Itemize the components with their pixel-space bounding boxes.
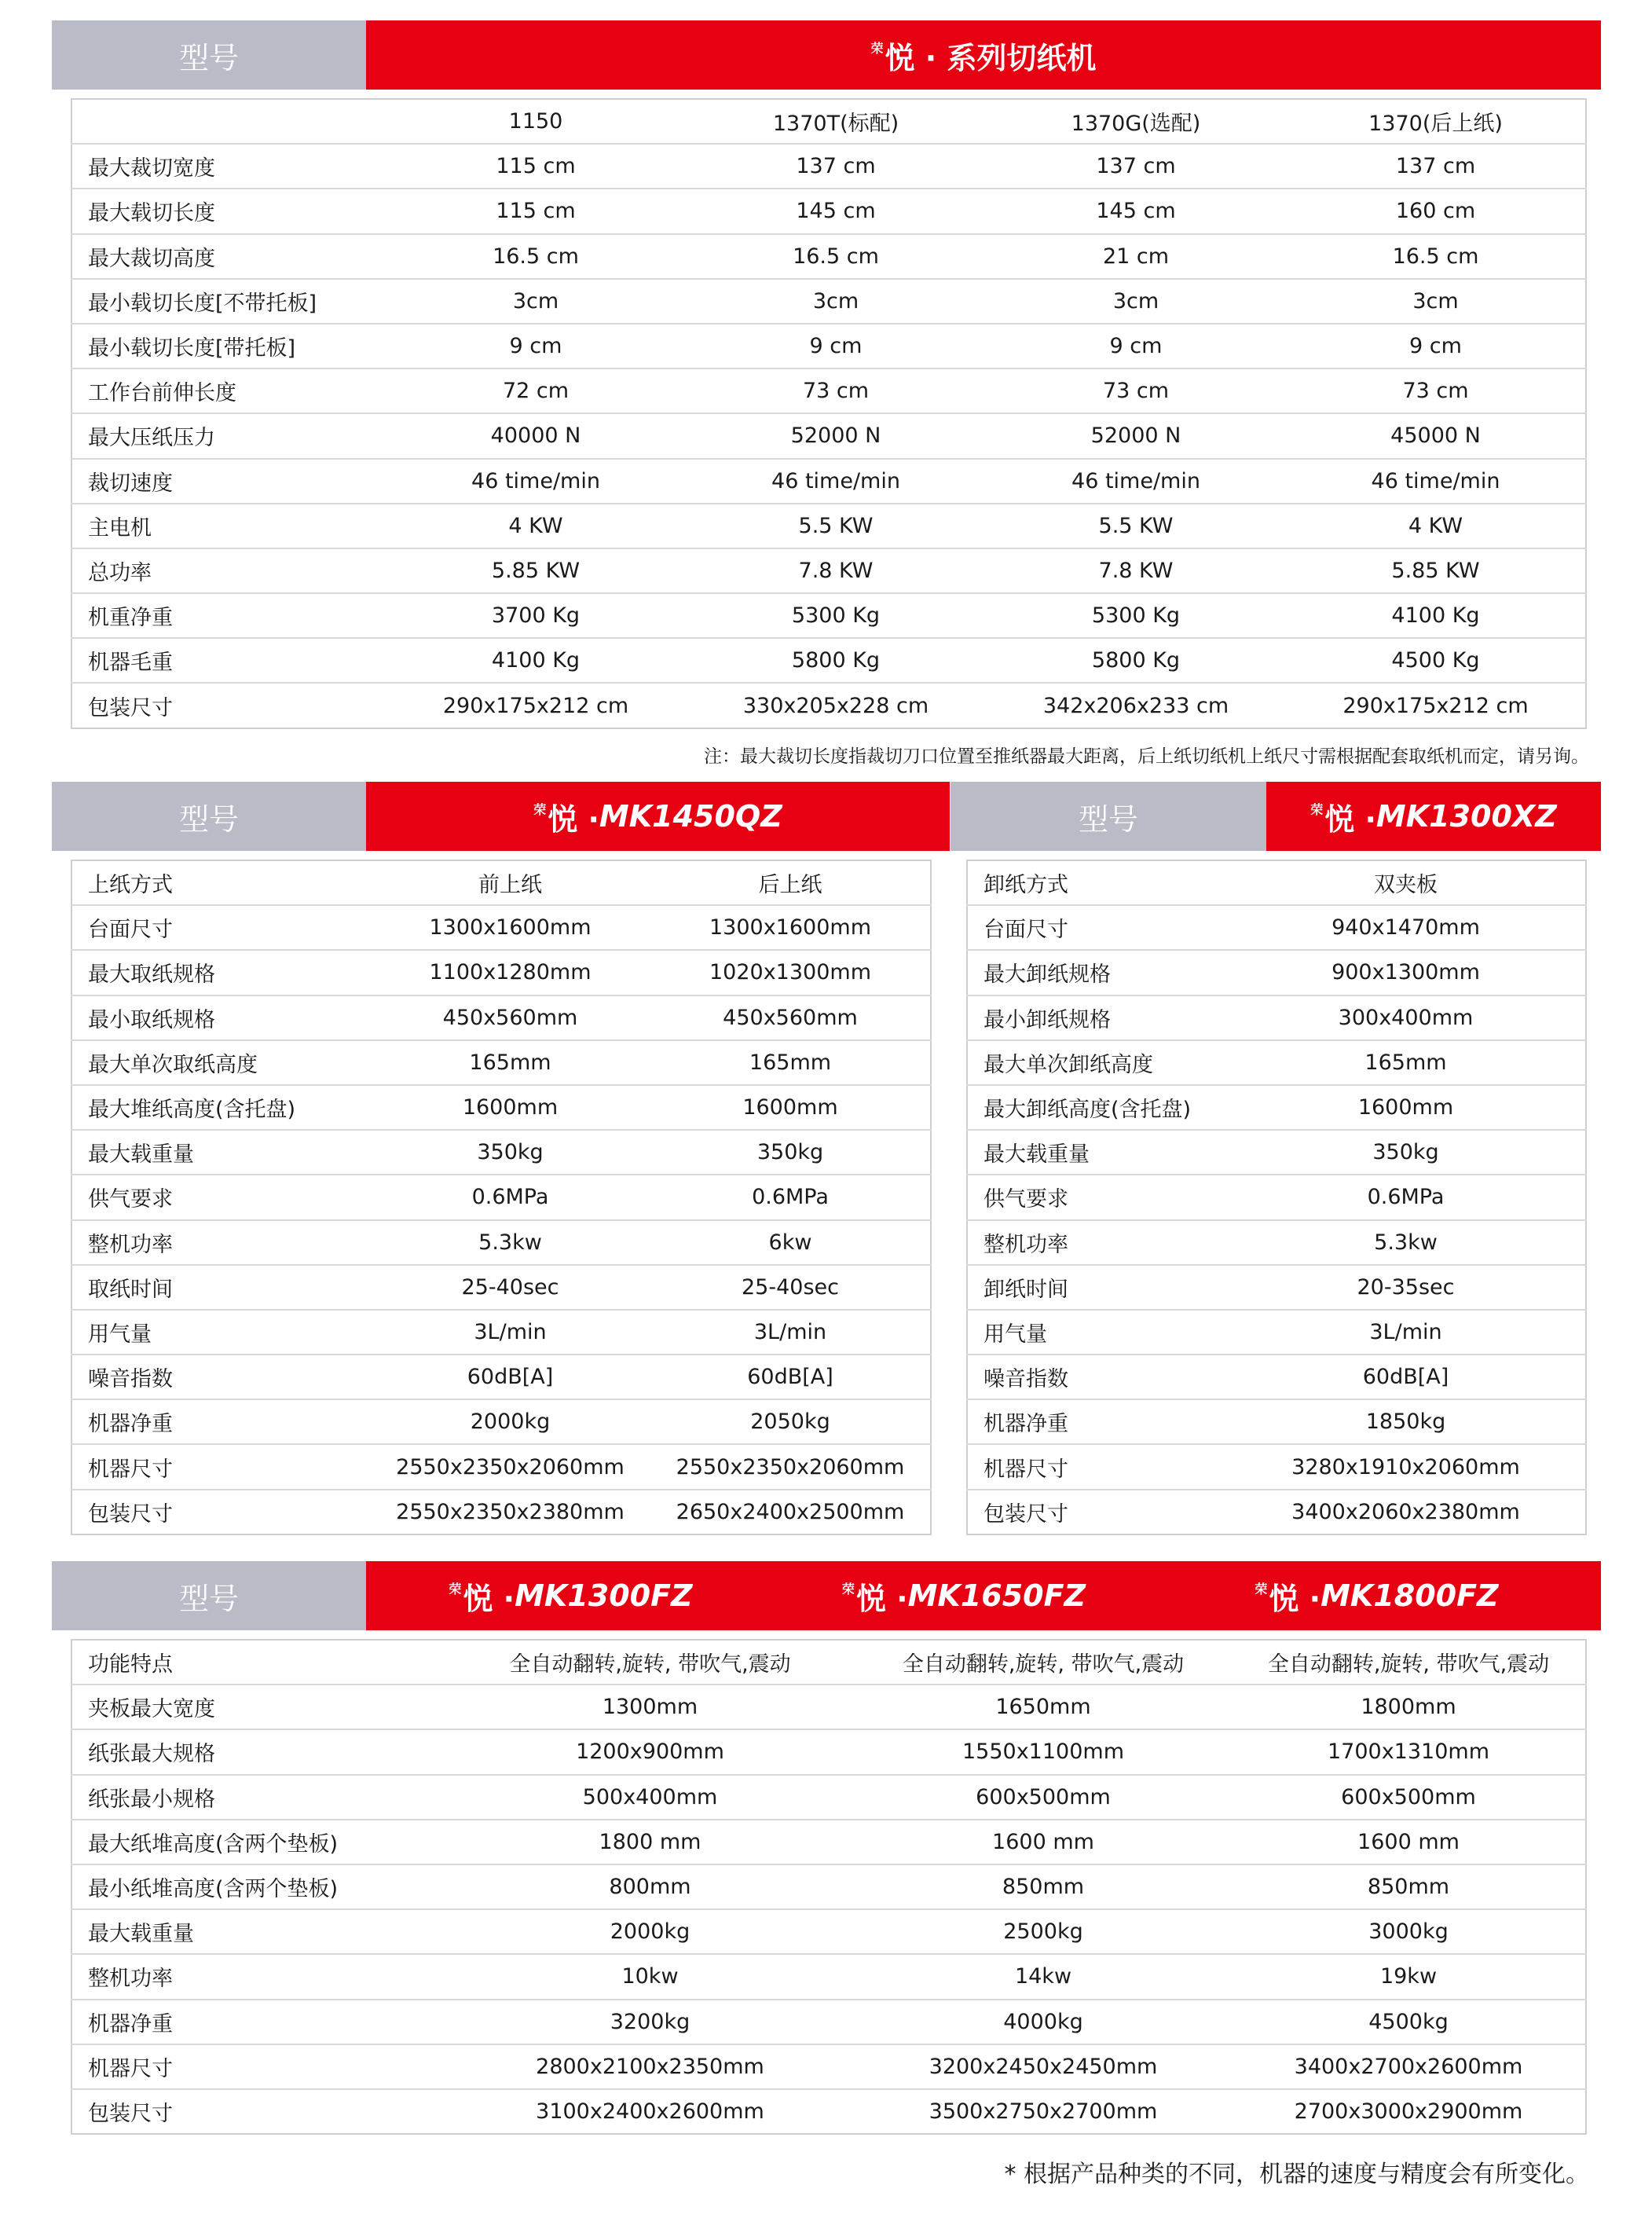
cell-value: 3cm (386, 279, 686, 324)
cell-value: 2550x2350x2380mm (370, 1490, 650, 1534)
table-row (71, 1399, 931, 1444)
table-row (71, 1954, 1586, 1999)
unloader-spec-table (966, 860, 1587, 1535)
cell-value: 16.5 cm (686, 234, 986, 279)
cell-value: 1600 mm (1232, 1820, 1586, 1864)
row-label: 用气量 (967, 1310, 1226, 1355)
cell-value: 1650mm (855, 1685, 1232, 1729)
cell-value: 全自动翻转,旋转, 带吹气,震动 (1267, 1652, 1550, 1677)
cell-value: 60dB[A] (370, 1355, 650, 1399)
cell-value: 全自动翻转,旋转, 带吹气,震动 (902, 1652, 1185, 1677)
table-row (967, 905, 1586, 950)
cell-value: 1600mm (1226, 1085, 1586, 1130)
row-label: 纸张最大规格 (71, 1729, 445, 1774)
model-name: MK1300XZ (1375, 799, 1557, 834)
table-row (967, 1490, 1586, 1534)
cell-value: 6kw (650, 1220, 931, 1265)
cell-value: 4500 Kg (1286, 638, 1586, 683)
cell-value: 5300 Kg (686, 593, 986, 638)
section2-header (52, 782, 950, 851)
model-name: MK1450QZ (599, 799, 782, 834)
cell-value: 1200x900mm (445, 1729, 855, 1774)
table-row (71, 1490, 931, 1534)
footnote: * 根据产品种类的不同，机器的速度与精度会有所变化。 (1004, 2161, 1589, 2188)
row-label: 最小载切长度[不带托板] (71, 279, 386, 324)
cell-value: 全自动翻转,旋转, 带吹气,震动 (509, 1652, 791, 1677)
column-header: 1370G(选配) (1071, 112, 1201, 137)
cell-value: 10kw (445, 1954, 855, 1999)
cell-value: 165mm (650, 1040, 931, 1085)
table-row (967, 1399, 1586, 1444)
row-label: 功能特点 (88, 1652, 173, 1677)
table-row (71, 234, 1586, 279)
brand-text: 悦 · (463, 1581, 515, 1616)
brand-mark: 荣 (533, 801, 547, 817)
table-row (71, 2044, 1586, 2089)
cell-value: 2000kg (370, 1399, 650, 1444)
cell-value: 4100 Kg (386, 638, 686, 683)
table-row (71, 1310, 931, 1355)
cell-value: 3500x2750x2700mm (855, 2089, 1232, 2134)
cell-value: 4500kg (1232, 2000, 1586, 2044)
cell-value: 290x175x212 cm (1286, 683, 1586, 728)
table-row (71, 1640, 1586, 1685)
cell-value: 1850kg (1226, 1399, 1586, 1444)
row-label: 最小载切长度[带托板] (71, 324, 386, 368)
table-row (71, 459, 1586, 504)
cell-value: 9 cm (686, 324, 986, 368)
cell-value: 1600mm (650, 1085, 931, 1130)
cell-value: 3280x1910x2060mm (1226, 1444, 1586, 1489)
cell-value: 115 cm (386, 189, 686, 233)
model-label: 型号 (52, 782, 366, 851)
row-label: 最大卸纸高度(含托盘) (967, 1085, 1226, 1130)
cell-value: 60dB[A] (650, 1355, 931, 1399)
cell-value: 46 time/min (386, 459, 686, 504)
table-row (71, 1775, 1586, 1820)
table-row (71, 413, 1586, 458)
row-label: 工作台前伸长度 (71, 368, 386, 413)
table-row (71, 1820, 1586, 1864)
row-label: 最大单次取纸高度 (71, 1040, 370, 1085)
cell-value: 342x206x233 cm (986, 683, 1286, 728)
cell-value: 前上纸 (478, 873, 542, 898)
cell-value: 7.8 KW (986, 548, 1286, 593)
row-label: 裁切速度 (71, 459, 386, 504)
row-label: 供气要求 (967, 1175, 1226, 1219)
row-label: 整机功率 (71, 1220, 370, 1265)
table-row (967, 950, 1586, 995)
table-row (71, 1130, 931, 1175)
table-row (71, 1220, 931, 1265)
row-label: 最小卸纸规格 (967, 995, 1226, 1040)
cell-value: 9 cm (1286, 324, 1586, 368)
row-label: 卸纸方式 (984, 873, 1068, 898)
cell-value: 330x205x228 cm (686, 683, 986, 728)
cell-value: 4 KW (386, 504, 686, 548)
model-name: MK1800FZ (1321, 1578, 1499, 1613)
brand-mark: 荣 (449, 1581, 462, 1597)
cell-value: 5800 Kg (986, 638, 1286, 683)
cell-value: 46 time/min (986, 459, 1286, 504)
row-label: 主电机 (71, 504, 386, 548)
cell-value: 2650x2400x2500mm (650, 1490, 931, 1534)
table-row (71, 1355, 931, 1399)
model-name: MK1300FZ (515, 1578, 693, 1613)
cutter-spec-table (71, 98, 1587, 729)
table-row (71, 368, 1586, 413)
table-row (71, 1864, 1586, 1909)
row-label: 卸纸时间 (967, 1265, 1226, 1310)
cell-value: 46 time/min (686, 459, 986, 504)
cell-value: 800mm (445, 1864, 855, 1909)
table-row (71, 593, 1586, 638)
table-row (71, 1265, 931, 1310)
table-row (967, 860, 1586, 905)
cell-value: 145 cm (686, 189, 986, 233)
cell-value: 137 cm (1286, 144, 1586, 189)
cell-value: 900x1300mm (1226, 950, 1586, 995)
row-label: 上纸方式 (88, 873, 173, 898)
table-row (71, 1085, 931, 1130)
row-label: 最大载切长度 (71, 189, 386, 233)
row-label: 最大取纸规格 (71, 950, 370, 995)
cell-value: 5300 Kg (986, 593, 1286, 638)
cell-value: 350kg (370, 1130, 650, 1175)
cell-value: 290x175x212 cm (386, 683, 686, 728)
cell-value: 73 cm (686, 368, 986, 413)
cell-value: 1300x1600mm (370, 905, 650, 950)
cell-value: 19kw (1232, 1954, 1586, 1999)
model-title-mk1300fz (366, 1561, 775, 1630)
table-row (71, 860, 931, 905)
cell-value: 5.85 KW (1286, 548, 1586, 593)
cell-value: 25-40sec (370, 1265, 650, 1310)
table-row (71, 905, 931, 950)
table-row (967, 1355, 1586, 1399)
cell-value: 300x400mm (1226, 995, 1586, 1040)
table-row (71, 189, 1586, 233)
cell-value: 21 cm (986, 234, 1286, 279)
cell-value: 5.5 KW (986, 504, 1286, 548)
cell-value: 165mm (370, 1040, 650, 1085)
cell-value: 3200kg (445, 2000, 855, 2044)
table-row (71, 1175, 931, 1219)
cell-value: 940x1470mm (1226, 905, 1586, 950)
table-row (71, 995, 931, 1040)
table-row (71, 1685, 1586, 1729)
cell-value: 3000kg (1232, 1909, 1586, 1954)
cell-value: 2800x2100x2350mm (445, 2044, 855, 2089)
row-label: 包装尺寸 (967, 1490, 1226, 1534)
cell-value: 5800 Kg (686, 638, 986, 683)
cell-value: 4100 Kg (1286, 593, 1586, 638)
cell-value: 40000 N (386, 413, 686, 458)
model-label: 型号 (52, 20, 366, 90)
cell-value: 850mm (1232, 1864, 1586, 1909)
cell-value: 3cm (1286, 279, 1586, 324)
cell-value: 后上纸 (758, 873, 822, 898)
cell-value: 160 cm (1286, 189, 1586, 233)
cell-value: 0.6MPa (650, 1175, 931, 1219)
loader-spec-table (71, 860, 932, 1535)
row-label: 最大载重量 (967, 1130, 1226, 1175)
cell-value: 3L/min (650, 1310, 931, 1355)
model-title-mk1800fz (1152, 1561, 1601, 1630)
series-title (366, 20, 1601, 90)
cell-value: 5.3kw (370, 1220, 650, 1265)
column-header: 1370T(标配) (772, 112, 899, 137)
cell-value: 145 cm (986, 189, 1286, 233)
table-row (967, 1444, 1586, 1489)
table-row (71, 144, 1586, 189)
table-row (71, 1909, 1586, 1954)
cell-value: 137 cm (986, 144, 1286, 189)
row-label: 包装尺寸 (71, 2089, 445, 2134)
cell-value: 1800 mm (445, 1820, 855, 1864)
cell-value: 1700x1310mm (1232, 1729, 1586, 1774)
cell-value: 9 cm (986, 324, 1286, 368)
cell-value: 3100x2400x2600mm (445, 2089, 855, 2134)
row-label: 机器尺寸 (71, 2044, 445, 2089)
row-label: 机器尺寸 (71, 1444, 370, 1489)
table-header-row (71, 99, 1586, 144)
cell-value: 2700x3000x2900mm (1232, 2089, 1586, 2134)
cell-value: 2550x2350x2060mm (370, 1444, 650, 1489)
row-label: 用气量 (71, 1310, 370, 1355)
model-title-mk1300xz (1266, 782, 1601, 851)
section3-header (951, 782, 1601, 851)
cell-value: 1600mm (370, 1085, 650, 1130)
table-row (967, 1130, 1586, 1175)
row-label: 最大压纸压力 (71, 413, 386, 458)
section1-header (52, 20, 1601, 90)
row-label: 机器尺寸 (967, 1444, 1226, 1489)
table-row (71, 504, 1586, 548)
cell-value: 450x560mm (370, 995, 650, 1040)
cell-value: 850mm (855, 1864, 1232, 1909)
cell-value: 1550x1100mm (855, 1729, 1232, 1774)
row-label: 机器净重 (967, 1399, 1226, 1444)
row-label: 纸张最小规格 (71, 1775, 445, 1820)
cell-value: 3L/min (370, 1310, 650, 1355)
table-row (71, 548, 1586, 593)
table-row (71, 1040, 931, 1085)
cell-value: 2000kg (445, 1909, 855, 1954)
table-row (71, 2089, 1586, 2134)
cell-value: 600x500mm (1232, 1775, 1586, 1820)
row-label: 包装尺寸 (71, 683, 386, 728)
model-title-mk1450qz (366, 782, 950, 851)
table-row (967, 1310, 1586, 1355)
cell-value: 9 cm (386, 324, 686, 368)
table-row (71, 279, 1586, 324)
cell-value: 165mm (1226, 1040, 1586, 1085)
cell-value: 3200x2450x2450mm (855, 2044, 1232, 2089)
cell-value: 60dB[A] (1226, 1355, 1586, 1399)
column-header (71, 99, 386, 144)
brand-mark: 荣 (841, 1581, 855, 1597)
brand-text: 悦 · (1324, 801, 1376, 837)
table-row (71, 1729, 1586, 1774)
cell-value: 4000kg (855, 2000, 1232, 2044)
cell-value: 3400x2700x2600mm (1232, 2044, 1586, 2089)
cell-value: 350kg (1226, 1130, 1586, 1175)
cell-value: 137 cm (686, 144, 986, 189)
table-row (71, 324, 1586, 368)
row-label: 夹板最大宽度 (71, 1685, 445, 1729)
cell-value: 500x400mm (445, 1775, 855, 1820)
cutter-note: 注：最大裁切长度指裁切刀口位置至推纸器最大距离，后上纸切纸机上纸尺寸需根据配套取纸机而定，请另询。 (704, 746, 1589, 767)
cell-value: 5.85 KW (386, 548, 686, 593)
cell-value: 3cm (686, 279, 986, 324)
row-label: 最大裁切高度 (71, 234, 386, 279)
cell-value: 450x560mm (650, 995, 931, 1040)
brand-text: 悦 · (548, 801, 599, 837)
cell-value: 16.5 cm (1286, 234, 1586, 279)
cell-value: 5.3kw (1226, 1220, 1586, 1265)
cell-value: 2500kg (855, 1909, 1232, 1954)
column-header: 1370(后上纸) (1368, 112, 1503, 137)
cell-value: 45000 N (1286, 413, 1586, 458)
brand-mark: 荣 (870, 40, 884, 56)
row-label: 机器净重 (71, 2000, 445, 2044)
brand-mark: 荣 (1310, 801, 1324, 817)
brand-text: 悦 · (855, 1581, 908, 1616)
cell-value: 14kw (855, 1954, 1232, 1999)
table-row (967, 1265, 1586, 1310)
row-label: 噪音指数 (967, 1355, 1226, 1399)
section4-header (52, 1561, 1601, 1630)
cell-value: 1300mm (445, 1685, 855, 1729)
model-name: MK1650FZ (907, 1578, 1086, 1613)
row-label: 最大纸堆高度(含两个垫板) (71, 1820, 445, 1864)
cell-value: 0.6MPa (370, 1175, 650, 1219)
row-label: 机器毛重 (71, 638, 386, 683)
cell-value: 3700 Kg (386, 593, 686, 638)
row-label: 最小取纸规格 (71, 995, 370, 1040)
cell-value: 2050kg (650, 1399, 931, 1444)
cell-value: 3L/min (1226, 1310, 1586, 1355)
cell-value: 115 cm (386, 144, 686, 189)
cell-value: 1020x1300mm (650, 950, 931, 995)
table-row (71, 950, 931, 995)
row-label: 总功率 (71, 548, 386, 593)
flipper-spec-table (71, 1639, 1587, 2135)
row-label: 台面尺寸 (967, 905, 1226, 950)
cell-value: 5.5 KW (686, 504, 986, 548)
model-label: 型号 (951, 782, 1266, 851)
cell-value: 73 cm (1286, 368, 1586, 413)
cell-value: 1100x1280mm (370, 950, 650, 995)
cell-value: 52000 N (986, 413, 1286, 458)
row-label: 最大堆纸高度(含托盘) (71, 1085, 370, 1130)
row-label: 机器净重 (71, 1399, 370, 1444)
row-label: 噪音指数 (71, 1355, 370, 1399)
model-title-mk1650fz (775, 1561, 1152, 1630)
cell-value: 3400x2060x2380mm (1226, 1490, 1586, 1534)
cell-value: 72 cm (386, 368, 686, 413)
cell-value: 1800mm (1232, 1685, 1586, 1729)
cell-value: 1300x1600mm (650, 905, 931, 950)
row-label: 最大载重量 (71, 1909, 445, 1954)
cell-value: 16.5 cm (386, 234, 686, 279)
cell-value: 4 KW (1286, 504, 1586, 548)
row-label: 整机功率 (71, 1954, 445, 1999)
cell-value: 46 time/min (1286, 459, 1586, 504)
table-row (71, 683, 1586, 728)
brand-text: 悦 · (1269, 1581, 1321, 1616)
table-row (967, 1085, 1586, 1130)
row-label: 最小纸堆高度(含两个垫板) (71, 1864, 445, 1909)
cell-value: 7.8 KW (686, 548, 986, 593)
cell-value: 600x500mm (855, 1775, 1232, 1820)
table-row (967, 1220, 1586, 1265)
table-row (71, 1444, 931, 1489)
table-row (967, 1175, 1586, 1219)
cell-value: 1600 mm (855, 1820, 1232, 1864)
row-label: 最大卸纸规格 (967, 950, 1226, 995)
cell-value: 0.6MPa (1226, 1175, 1586, 1219)
row-label: 整机功率 (967, 1220, 1226, 1265)
series-title-text: 悦 · 系列切纸机 (885, 40, 1097, 75)
table-row (967, 995, 1586, 1040)
column-header: 1150 (508, 109, 563, 134)
cell-value: 52000 N (686, 413, 986, 458)
cell-value: 双夹板 (1374, 873, 1438, 898)
row-label: 供气要求 (71, 1175, 370, 1219)
cell-value: 25-40sec (650, 1265, 931, 1310)
row-label: 最大单次卸纸高度 (967, 1040, 1226, 1085)
row-label: 最大载重量 (71, 1130, 370, 1175)
row-label: 最大裁切宽度 (71, 144, 386, 189)
row-label: 包装尺寸 (71, 1490, 370, 1534)
row-label: 机重净重 (71, 593, 386, 638)
table-row (71, 2000, 1586, 2044)
row-label: 取纸时间 (71, 1265, 370, 1310)
table-row (71, 638, 1586, 683)
cell-value: 20-35sec (1226, 1265, 1586, 1310)
cell-value: 73 cm (986, 368, 1286, 413)
cell-value: 3cm (986, 279, 1286, 324)
table-row (967, 1040, 1586, 1085)
brand-mark: 荣 (1255, 1581, 1268, 1597)
cell-value: 2550x2350x2060mm (650, 1444, 931, 1489)
row-label: 台面尺寸 (71, 905, 370, 950)
model-label: 型号 (52, 1561, 366, 1630)
cell-value: 350kg (650, 1130, 931, 1175)
